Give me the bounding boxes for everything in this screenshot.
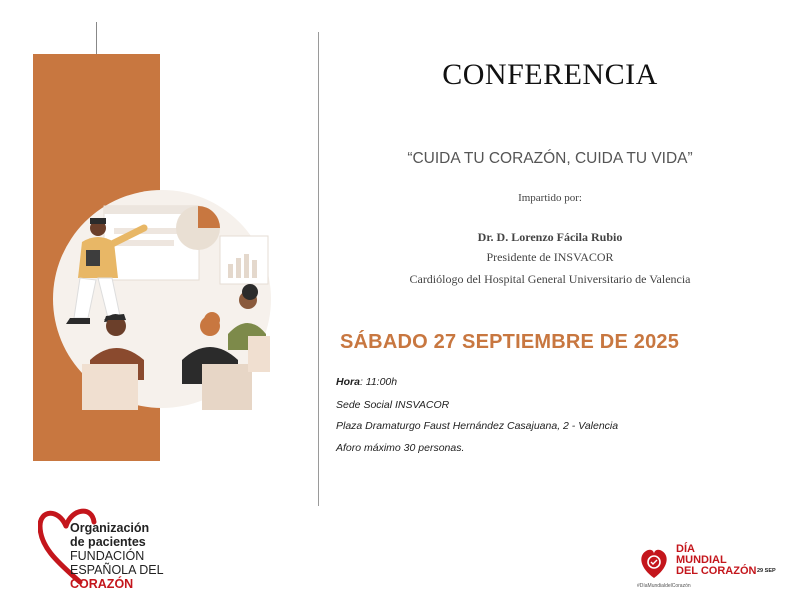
motto: “CUIDA TU CORAZÓN, CUIDA TU VIDA” xyxy=(407,150,693,167)
dmc-line-2: MUNDIAL xyxy=(676,554,727,566)
dmc-hashtag: #DíaMundialdelCorazón xyxy=(637,583,691,589)
dmc-logo-text xyxy=(676,544,756,577)
hora-value: : 11:00h xyxy=(359,376,398,388)
org-line-3: FUNDACIÓN xyxy=(70,549,145,563)
dmc-line-1: DÍA xyxy=(676,543,695,555)
hora-label: Hora xyxy=(336,376,360,388)
divider-line-left xyxy=(96,22,97,56)
speaker-name: Dr. D. Lorenzo Fácila Rubio xyxy=(477,230,623,244)
page-title: CONFERENCIA xyxy=(442,58,658,91)
org-line-5: CORAZÓN xyxy=(70,577,134,591)
speaker-position-1: Presidente de INSVACOR xyxy=(486,250,614,264)
org-line-4: ESPAÑOLA DEL xyxy=(70,563,164,577)
speaker-position-2: Cardiólogo del Hospital General Universitario de Valencia xyxy=(409,272,691,286)
dmc-date: 29 SEP xyxy=(757,568,776,574)
fec-logo-text xyxy=(70,521,164,591)
divider-line-center xyxy=(318,32,319,506)
org-line-2: de pacientes xyxy=(70,535,146,549)
event-capacity: Aforo máximo 30 personas. xyxy=(336,442,465,454)
meeting-illustration xyxy=(52,188,272,410)
event-venue: Sede Social INSVACOR xyxy=(336,399,450,411)
org-line-1: Organización xyxy=(70,521,150,535)
event-time xyxy=(336,376,397,388)
event-date: SÁBADO 27 SEPTIEMBRE DE 2025 xyxy=(340,331,680,353)
speaker-intro: Impartido por: xyxy=(518,192,582,204)
dmc-line-3: DEL CORAZÓN xyxy=(676,565,757,577)
event-address: Plaza Dramaturgo Faust Hernández Casajuana, 2 - Valencia xyxy=(336,420,619,432)
